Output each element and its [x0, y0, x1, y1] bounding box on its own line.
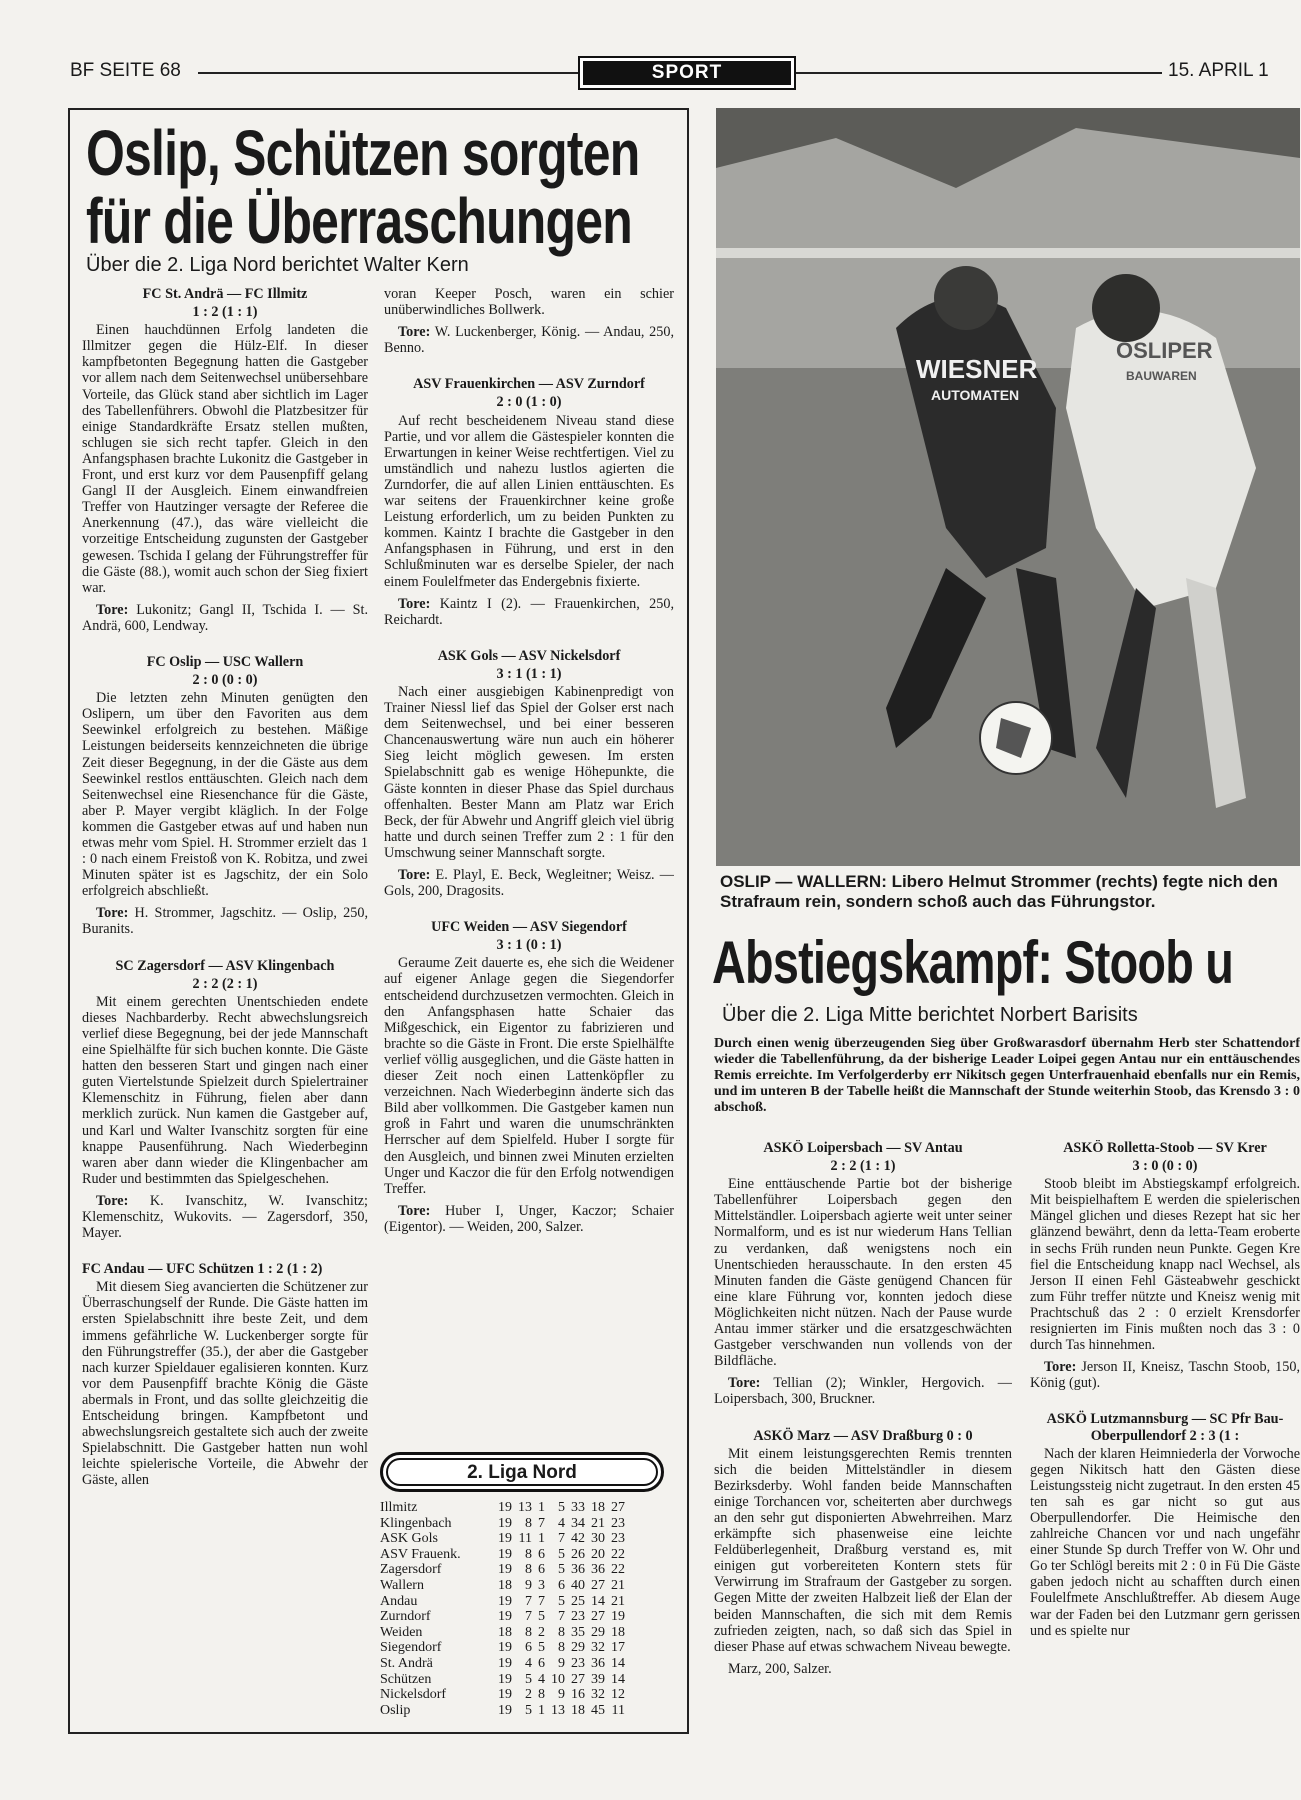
stat-cell: 5: [558, 1546, 565, 1562]
match-scorers: Tore: E. Playl, E. Beck, Wegleitner; Weisz. — Gols, 200, Dragosits.: [384, 867, 674, 900]
match-title: FC St. Andrä — FC Illmitz: [142, 286, 308, 302]
stat-cell: 35: [571, 1624, 585, 1640]
stat-cell: 29: [571, 1640, 585, 1656]
team-name: Nickelsdorf: [380, 1687, 447, 1703]
stat-cell: 23: [571, 1655, 585, 1671]
stat-cell: 34: [571, 1515, 585, 1531]
stat-cell: 36: [571, 1562, 585, 1578]
stat-cell: 33: [571, 1500, 585, 1515]
stat-cell: 45: [591, 1702, 605, 1718]
stat-cell: 32: [591, 1640, 605, 1656]
stat-cell: 5: [558, 1593, 565, 1609]
table-row: [380, 1609, 631, 1625]
match-title: UFC Weiden — ASV Siegendorf: [431, 919, 627, 936]
section-title: SPORT: [583, 61, 791, 85]
match-score: 3 : 0 (0 : 0): [1132, 1158, 1198, 1175]
stat-cell: 14: [591, 1593, 605, 1609]
stat-cell: 9: [525, 1577, 532, 1593]
stat-cell: 19: [498, 1687, 512, 1703]
match-body: Stoob bleibt im Abstiegskampf erfolgreich. Mit beispielhaftem E werden die spielerischen Mängel glichen und dieses Rezept hat sic her glänzend bewährt, denn da letta-Team eroberte in sechs Früh runden neun Punkte. Gegen Kre fiel die Entscheidung knapp nacl Wechsel, als Jerson II einen Fehl Gästeabwehr geschickt zum Führ treffer nützte und Kneisz wenig mit Prachtschuß das 2 : 0 erzielt Krensdorfer resignierten im Finis mußten noch das 3 : 0 durch Tas hinnehmen.: [1030, 1176, 1300, 1354]
match-report: [82, 654, 368, 938]
stat-cell: 23: [611, 1531, 625, 1547]
stat-cell: 19: [498, 1546, 512, 1562]
photo-caption: OSLIP — WALLERN: Libero Helmut Strommer (rechts) fegte nich den Strafraum rein, sondern schoß auch das Führungstor.: [720, 872, 1278, 911]
table-row: [380, 1578, 631, 1594]
headline-line-1: Oslip, Schützen sorgten: [86, 117, 640, 189]
match-report: [1030, 1140, 1300, 1391]
stat-cell: 21: [611, 1593, 625, 1609]
stat-cell: 19: [498, 1515, 512, 1531]
stat-cell: 32: [591, 1687, 605, 1703]
match-body: Mit einem leistungsgerechten Remis trennten sich die beiden Mittelständler in diesem Bezirksderby. Wohl fanden beide Mannschaften einige Torchancen vor, scheiterten aber durchwegs an den sehr gut disponierten Abwehrreihen. Marz erkämpfte sich phasenweise eine leichte Feldüberlegenheit, Draßburg verstand es, mit einigen gut vorbereiteten Kontern stets für Verwirrung im Strafraum der Gastgeber zu sorgen. Gegen Mitte der zweiten Halbzeit ließ der Elan der beiden Mannschaften, die sich mit dem Remis zufrieden zeigten, nach, so daß sich das Spiel in dieser Phase auf etwas schwachem Niveau bewegte.: [714, 1445, 1012, 1655]
stat-cell: 19: [498, 1655, 512, 1671]
player-shirt-subtext-2: BAUWAREN: [1126, 369, 1197, 383]
stat-cell: 19: [498, 1640, 512, 1656]
headline-abstiegskampf: Abstiegskampf: Stoob u: [712, 929, 1234, 996]
byline: Über die 2. Liga Nord berichtet Walter Kern: [86, 254, 469, 276]
match-scorers: Tore: W. Luckenberger, König. — Andau, 250, Benno.: [384, 324, 674, 357]
match-title: ASKÖ Marz — ASV Draßburg 0 : 0: [753, 1427, 973, 1444]
table-row: [380, 1531, 631, 1547]
team-name: Zurndorf: [380, 1609, 431, 1625]
team-name: Illmitz: [380, 1500, 418, 1515]
stat-cell: 5: [538, 1640, 545, 1656]
stat-cell: 14: [611, 1655, 625, 1671]
match-score: 1 : 2 (1 : 1): [192, 304, 258, 321]
stat-cell: 29: [591, 1624, 605, 1640]
stat-cell: 7: [538, 1593, 545, 1609]
stat-cell: 8: [558, 1624, 565, 1640]
match-report: [714, 1428, 1012, 1677]
match-title: ASKÖ Rolletta-Stoob — SV Krer: [1063, 1140, 1267, 1156]
article2-lead: Durch einen wenig überzeugenden Sieg über Großwarasdorf übernahm Herb ster Schattendorf wieder die Tabellenführung, da der bisherige Leader Loipei gegen Antau nur ein enttäuschendes Remis erreichte. Im Verfolgerderby err Nikitsch gegen Unterfrauenhaid ebenfalls nur ein Remis, und im unteren B der Tabelle heißt die Mannschaft der Stunde weiterhin Stoob, das Krensdo 3 : 0 abschoß.: [714, 1036, 1300, 1115]
stat-cell: 2: [525, 1687, 532, 1703]
stat-cell: 8: [558, 1640, 565, 1656]
stat-cell: 4: [525, 1655, 532, 1671]
match-title: FC Andau — UFC Schützen 1 : 2 (1 : 2): [82, 1261, 323, 1278]
team-name: ASK Gols: [380, 1531, 438, 1547]
section-label: [578, 56, 796, 90]
team-name: Siegendorf: [380, 1640, 442, 1656]
match-title: ASV Frauenkirchen — ASV Zurndorf: [413, 376, 645, 393]
team-name: St. Andrä: [380, 1655, 433, 1671]
stat-cell: 20: [591, 1546, 605, 1562]
stat-cell: 2: [538, 1624, 545, 1640]
stat-cell: 19: [498, 1500, 512, 1515]
article2-column-1: [714, 1140, 1012, 1740]
byline-2: Über die 2. Liga Mitte berichtet Norbert Barisits: [722, 1004, 1138, 1026]
stat-cell: 5: [558, 1562, 565, 1578]
stat-cell: 8: [525, 1546, 532, 1562]
team-name: Andau: [380, 1593, 418, 1609]
stat-cell: 39: [591, 1671, 605, 1687]
stat-cell: 8: [525, 1562, 532, 1578]
match-score: 2 : 0 (1 : 0): [496, 394, 562, 411]
match-scorers: Tore: Lukonitz; Gangl II, Tschida I. — St. Andrä, 600, Lendway.: [82, 601, 368, 634]
match-score: 2 : 2 (2 : 1): [192, 975, 258, 992]
match-score: 3 : 1 (1 : 1): [496, 665, 562, 682]
stat-cell: 8: [538, 1687, 545, 1703]
league-table-title: 2. Liga Nord: [386, 1458, 658, 1486]
stat-cell: 36: [591, 1562, 605, 1578]
match-scorers: Tore: K. Ivanschitz, W. Ivanschitz; Klemenschitz, Wukovits. — Zagersdorf, 350, Mayer.: [82, 1192, 368, 1242]
stat-cell: 19: [498, 1593, 512, 1609]
stat-cell: 8: [525, 1624, 532, 1640]
stat-cell: 19: [498, 1671, 512, 1687]
stat-cell: 14: [611, 1671, 625, 1687]
match-body: Mit einem gerechten Unentschieden endete dieses Nachbarderby. Recht abwechslungsreich verlief diese Begegnung, bei der jede Mannschaft eine Spielhälfte für sich buchen konnte. Die Gäste hatten den besseren Start und gingen nach einer guten Viertelstunde Spielzeit durch Spielertrainer Klemenschitz in Führung, fielen aber dann merklich zurück. Nun kamen die Gastgeber auf, und Karl und Walter Ivanschitz sorgten für eine knappe Pausenführung. Nach Wiederbeginn waren aber dann wieder die Klingenbacher am Ruder und bestimmten das Spielgeschehen.: [82, 993, 368, 1187]
stat-cell: 4: [538, 1671, 545, 1687]
player-shirt-subtext: AUTOMATEN: [931, 387, 1020, 403]
match-photo: [716, 108, 1300, 866]
header-rule-right: [796, 72, 1162, 74]
match-body: Einen hauchdünnen Erfolg landeten die Illmitzer gegen die Hülz-Elf. In dieser kampfbetonten Begegnung hatten die Gastgeber vor allem nach dem Seitenwechsel unübersehbare Vorteile, das Glück stand aber sichtlich im Lager des Tabellenführers. Obwohl die Platzbesitzer für einige Standardkräfte Ersatz stellen mußten, schlugen sie sich recht tapfer. Gleich in den Anfangsphasen brachte Lukonitz die Gastgeber in Front, und erst kurz vor dem Pausenpfiff gelang Gangl II der Ausgleich. Einem einwandfreien Treffer von Hautzinger versagte der Referee die Anerkennung (47.), das wäre vielleicht die vorzeitige Entscheidung zugunsten der Gastgeber gewesen. Tschida I gelang der Führungstreffer für die Gäste (88.), womit auch schon der Sieg fixiert war.: [82, 322, 368, 596]
match-report: [82, 1261, 368, 1488]
article1-column-2: [384, 286, 674, 1446]
stat-cell: 5: [558, 1500, 565, 1515]
match-score: 2 : 2 (1 : 1): [830, 1158, 896, 1175]
team-name: Wallern: [380, 1577, 424, 1593]
table-row: [380, 1625, 631, 1641]
stat-cell: 13: [518, 1500, 532, 1515]
match-body: Nach einer ausgiebigen Kabinenpredigt von Trainer Niessl lief das Spiel der Golser erst nach dem Seitenwechsel, und bei einer besseren Chancenauswertung wäre nun auch ein höherer Sieg leicht möglich gewesen. Im ersten Spielabschnitt gab es wenige Höhepunkte, die Gäste konnten in dieser Phase das Spiel durchaus offenhalten. Bester Mann am Platz war Erich Beck, der für Abwehr und Angriff gleich viel übrig hatte und durch seinen Treffer zum 2 : 1 für den Umschwung seiner Mannschaft sorgte.: [384, 683, 674, 861]
team-name: Schützen: [380, 1671, 432, 1687]
match-report: [82, 286, 368, 634]
match-report: [714, 1140, 1012, 1408]
stat-cell: 5: [538, 1609, 545, 1625]
stat-cell: 9: [558, 1687, 565, 1703]
match-scorers: Tore: H. Strommer, Jagschitz. — Oslip, 250, Buranits.: [82, 905, 368, 938]
stat-cell: 8: [525, 1515, 532, 1531]
stat-cell: 6: [538, 1562, 545, 1578]
table-row: [380, 1672, 631, 1688]
table-row: [380, 1500, 631, 1516]
match-score: 3 : 1 (0 : 1): [496, 937, 562, 954]
stat-cell: 22: [611, 1562, 625, 1578]
header-rule-left: [198, 72, 578, 74]
match-title: SC Zagersdorf — ASV Klingenbach: [115, 957, 335, 974]
stat-cell: 19: [611, 1609, 625, 1625]
stat-cell: 18: [498, 1624, 512, 1640]
stat-cell: 17: [611, 1640, 625, 1656]
stat-cell: 40: [571, 1577, 585, 1593]
match-scorers: Tore: Tellian (2); Winkler, Hergovich. — Loipersbach, 300, Bruckner.: [714, 1375, 1012, 1408]
match-title: ASK Gols — ASV Nickelsdorf: [437, 647, 621, 664]
stat-cell: 3: [538, 1577, 545, 1593]
table-row: [380, 1656, 631, 1672]
stat-cell: 11: [518, 1531, 532, 1547]
stat-cell: 7: [525, 1609, 532, 1625]
stat-cell: 19: [498, 1531, 512, 1547]
stat-cell: 6: [558, 1577, 565, 1593]
match-report: [384, 286, 674, 356]
stat-cell: 18: [611, 1624, 625, 1640]
match-body: Geraume Zeit dauerte es, ehe sich die Weidener auf eigener Anlage gegen die Siegendorfer entscheidend durchzusetzen vermochten. Gleich in den Anfangsphasen hatte Schaier das Mißgeschick, ein Eigentor zu fabrizieren und brachte so die Gäste in Front. Die erste Spielhälfte verlief völlig ausgeglichen, und die Gäste hatten in dieser Zeit noch einen Lattenköpfler zu verzeichnen. Nach Wiederbeginn änderte sich das Bild aber vollkommen. Die Gastgeber kamen nun groß in Fahrt und waren die unumschränkten Herrscher auf dem Spielfeld. Huber I sorgte für den Ausgleich, und binnen zwei Minuten erzielten Unger und Kaczor die für den Erfolg notwendigen Treffer.: [384, 955, 674, 1197]
stat-cell: 19: [498, 1702, 512, 1718]
match-body: Auf recht bescheidenem Niveau stand diese Partie, und vor allem die Gästespieler konnten die Erwartungen in keiner Weise rechtfertigen. Viel zu umständlich und nahezu lustlos agierten die Zurndorfer, die auf allen Linien enttäuschten. Es war seitens der Frauenkirchner keine große Leistung erforderlich, um zu beiden Punkten zu kommen. Kaintz I brachte die Gastgeber in den Anfangsphasen in Führung, und erst in den Schlußminuten war es derselbe Spieler, der nach einem Foulelfmeter das Endergebnis fixierte.: [384, 412, 674, 590]
table-row: [380, 1687, 631, 1703]
stat-cell: 36: [591, 1655, 605, 1671]
match-body: voran Keeper Posch, waren ein schier unüberwindliches Bollwerk.: [384, 286, 674, 319]
match-report: [384, 919, 674, 1235]
match-photo-image: [716, 108, 1300, 866]
stat-cell: 1: [538, 1500, 545, 1515]
stat-cell: 6: [538, 1546, 545, 1562]
league-table-title-box: [380, 1452, 664, 1492]
stat-cell: 1: [538, 1531, 545, 1547]
stat-cell: 25: [571, 1593, 585, 1609]
stat-cell: 26: [571, 1546, 585, 1562]
stat-cell: 5: [525, 1702, 532, 1718]
match-score: 2 : 0 (0 : 0): [192, 672, 258, 689]
match-scorers: Marz, 200, Salzer.: [728, 1660, 832, 1677]
match-scorers: Tore: Huber I, Unger, Kaczor; Schaier (Eigentor). — Weiden, 200, Salzer.: [384, 1202, 674, 1235]
stat-cell: 13: [551, 1702, 565, 1718]
stat-cell: 27: [591, 1609, 605, 1625]
stat-cell: 18: [591, 1500, 605, 1515]
stat-cell: 23: [611, 1515, 625, 1531]
table-row: [380, 1547, 631, 1563]
stat-cell: 21: [591, 1515, 605, 1531]
match-title: ASKÖ Lutzmannsburg — SC Pfr Bau-Oberpullendorf 2 : 3 (1 :: [1046, 1411, 1284, 1444]
stat-cell: 42: [571, 1531, 585, 1547]
match-report: [384, 648, 674, 899]
stat-cell: 7: [538, 1515, 545, 1531]
stat-cell: 9: [558, 1655, 565, 1671]
match-body: Nach der klaren Heimniederla der Vorwoche gegen Nikitsch hatt den Gästen diese Leistungssteig nicht zugetraut. In den ersten 45 ten sah es gar nicht so gut aus Oberpullendorfer. Die Heimische den zahlreiche Chancen vor und nach ungefähr einer Stunde Sp durch Treffer von W. Ohr und Go ter Schlögl bereits mit 2 : 0 in Fü Die Gäste gaben jedoch nicht au schafften durch einen Foulelfmete Anschlußtreffer. Ab diesem Auge war der Faden bei den Lutzmanr gern gerissen und es spielte nur: [1030, 1445, 1300, 1639]
issue-date: 15. APRIL 1: [1168, 60, 1269, 81]
player-shirt-text-2: OSLIPER: [1116, 338, 1213, 363]
page-number: BF SEITE 68: [70, 60, 181, 81]
match-body: Die letzten zehn Minuten genügten den Oslipern, um über den Favoriten aus dem Seewinkel erfolgreich zu bestehen. Mäßige Leistungen beiderseits kennzeichneten die übrige Zeit dieser Begegnung, in der die Gäste aus dem Seewinkel restlos enttäuschten. Gleich nach dem Seitenwechsel eine Riesenchance für die Gäste, aber P. Mayer vergibt kläglich. In der Folge kommen die Gastgeber etwas auf und haben nun etwas mehr vom Spiel. H. Strommer erzielt das 1 : 0 nach einem Freistoß von K. Robitza, und zwei Minuten später ist es Jagschitz, der ein Solo erfolgreich abschließt.: [82, 690, 368, 900]
table-row: [380, 1640, 631, 1656]
stat-cell: 5: [525, 1671, 532, 1687]
stat-cell: 7: [525, 1593, 532, 1609]
stat-cell: 16: [571, 1687, 585, 1703]
stat-cell: 1: [538, 1702, 545, 1718]
team-name: Weiden: [380, 1624, 423, 1640]
stat-cell: 21: [611, 1577, 625, 1593]
match-report: [1030, 1411, 1300, 1638]
stat-cell: 27: [611, 1500, 625, 1515]
match-title: ASKÖ Loipersbach — SV Antau: [763, 1140, 963, 1156]
stat-cell: 10: [551, 1671, 565, 1687]
match-scorers: Tore: Kaintz I (2). — Frauenkirchen, 250, Reichardt.: [384, 595, 674, 628]
stat-cell: 4: [558, 1515, 565, 1531]
match-title: FC Oslip — USC Wallern: [146, 653, 304, 670]
player-shirt-text: WIESNER: [916, 354, 1038, 384]
match-report: [384, 376, 674, 627]
table-row: [380, 1562, 631, 1578]
table-row: [380, 1594, 631, 1610]
stat-cell: 19: [498, 1609, 512, 1625]
team-name: ASV Frauenk.: [380, 1546, 461, 1562]
match-body: Mit diesem Sieg avancierten die Schützener zur Überraschungself der Runde. Die Gäste hatten im ersten Spielabschnitt ihre beste Zeit, und dem immens gefährliche W. Luckenberger sorgte für den Führungstreffer (35.), der aber die Gastgeber nach kurzer Spieldauer egalisieren konnten. Kurz vor dem Pausenpfiff brachte König die Gäste abermals in Front, und das sollte gleichzeitig die Entscheidung bringen. Kampfbetont und abwechslungsreich gestaltete sich auch der zweite Spielabschnitt. Die Gastgeber hatten nun wohl leichte spielerische Vorteile, die Abwehr der Gäste, allen: [82, 1279, 368, 1489]
match-body: Eine enttäuschende Partie bot der bisherige Tabellenführer Loipersbach gegen den Mittelständler. Loipersbach agierte weit unter seiner Normalform, und es ist nur wiederum Hans Tellian zu verdanken, daß wenigstens noch ein Unentschieden herausschaute. In den ersten 45 Minuten fanden die Gäste genügend Chancen für eine klare Führung vor, konnten jedoch diese Möglichkeiten nicht nützen. Nach der Pause wurde Antau immer stärker und die ersatzgeschwächten Gastgeber verschwanden nun vollends von der Bildfläche.: [714, 1176, 1012, 1370]
stat-cell: 27: [571, 1671, 585, 1687]
stat-cell: 27: [591, 1577, 605, 1593]
article1-column-1: [82, 286, 368, 1726]
team-name: Klingenbach: [380, 1515, 452, 1531]
stat-cell: 30: [591, 1531, 605, 1547]
stat-cell: 11: [611, 1702, 625, 1718]
stat-cell: 18: [571, 1702, 585, 1718]
stat-cell: 19: [498, 1562, 512, 1578]
stat-cell: 12: [611, 1687, 625, 1703]
stat-cell: 7: [558, 1531, 565, 1547]
team-name: Oslip: [380, 1702, 411, 1718]
headline-line-2: für die Überraschungen: [86, 185, 632, 257]
stat-cell: 23: [571, 1609, 585, 1625]
stat-cell: 22: [611, 1546, 625, 1562]
team-name: Zagersdorf: [380, 1562, 442, 1578]
table-row: [380, 1703, 631, 1719]
article2-column-2: [1030, 1140, 1300, 1740]
stat-cell: 18: [498, 1577, 512, 1593]
match-report: [82, 958, 368, 1242]
league-table: [380, 1500, 680, 1718]
table-row: [380, 1516, 631, 1532]
stat-cell: 6: [538, 1655, 545, 1671]
match-scorers: Tore: Jerson II, Kneisz, Taschn Stoob, 150, König (gut).: [1030, 1359, 1300, 1392]
stat-cell: 7: [558, 1609, 565, 1625]
stat-cell: 6: [525, 1640, 532, 1656]
